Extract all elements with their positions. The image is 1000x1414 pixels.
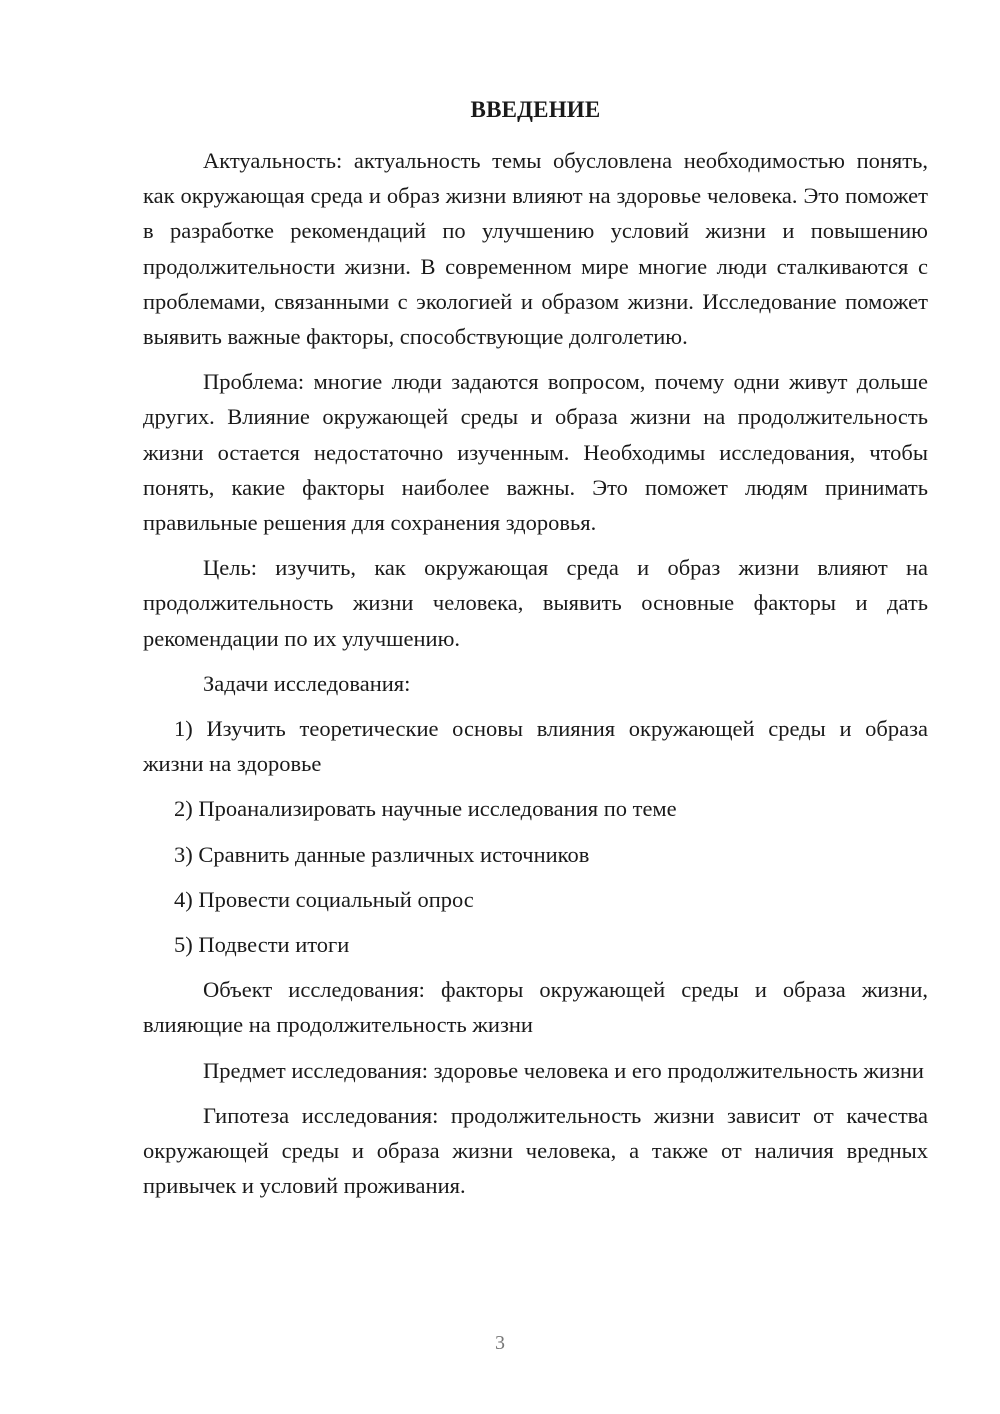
list-item: 5) Подвести итоги <box>174 932 350 958</box>
list-item: 1) Изучить теоретические основы влияния окружающей среды и образа жизни на здоровье <box>143 716 928 777</box>
list-item: 3) Сравнить данные различных источников <box>174 841 590 867</box>
paragraph-tasks-heading: Задачи исследования: <box>203 670 411 696</box>
paragraph-goal: Цель: изучить, как окружающая среда и образ жизни влияют на продолжительность жизни человека, выявить основные факторы и дать рекомендации по их улучшению. <box>143 555 928 651</box>
list-item: 2) Проанализировать научные исследования по теме <box>174 796 677 822</box>
paragraph-relevance: Актуальность: актуальность темы обусловлена необходимостью понять, как окружающая среда и образ жизни влияют на здоровье человека. Это поможет в разработке рекомендаций по улучшению условий жизни и повышению продолжительности жизни. В современном мире многие люди сталкиваются с проблемами, связанными с экологией и образом жизни. Исследование поможет выявить важные факторы, способствующие долголетию. <box>143 148 928 350</box>
tasks-list <box>143 711 928 962</box>
paragraph-hypothesis: Гипотеза исследования: продолжительность жизни зависит от качества окружающей среды и образа жизни человека, а также от наличия вредных привычек и условий проживания. <box>143 1102 928 1199</box>
paragraph-problem: Проблема: многие люди задаются вопросом, почему одни живут дольше других. Влияние окружающей среды и образа жизни на продолжительность жизни остается недостаточно изученным. Необходимы исследования, чтобы понять, какие факторы наиболее важны. Это поможет людям принимать правильные решения для сохранения здоровья. <box>143 369 928 536</box>
list-item: 4) Провести социальный опрос <box>174 886 474 912</box>
paragraph-object: Объект исследования: факторы окружающей среды и образа жизни, влияющие на продолжительность жизни <box>143 977 928 1038</box>
page-number: 3 <box>495 1332 505 1354</box>
page-title: ВВЕДЕНИЕ <box>470 97 601 122</box>
paragraph-subject: Предмет исследования: здоровье человека и его продолжительность жизни <box>203 1057 924 1083</box>
document-page <box>143 95 928 1213</box>
